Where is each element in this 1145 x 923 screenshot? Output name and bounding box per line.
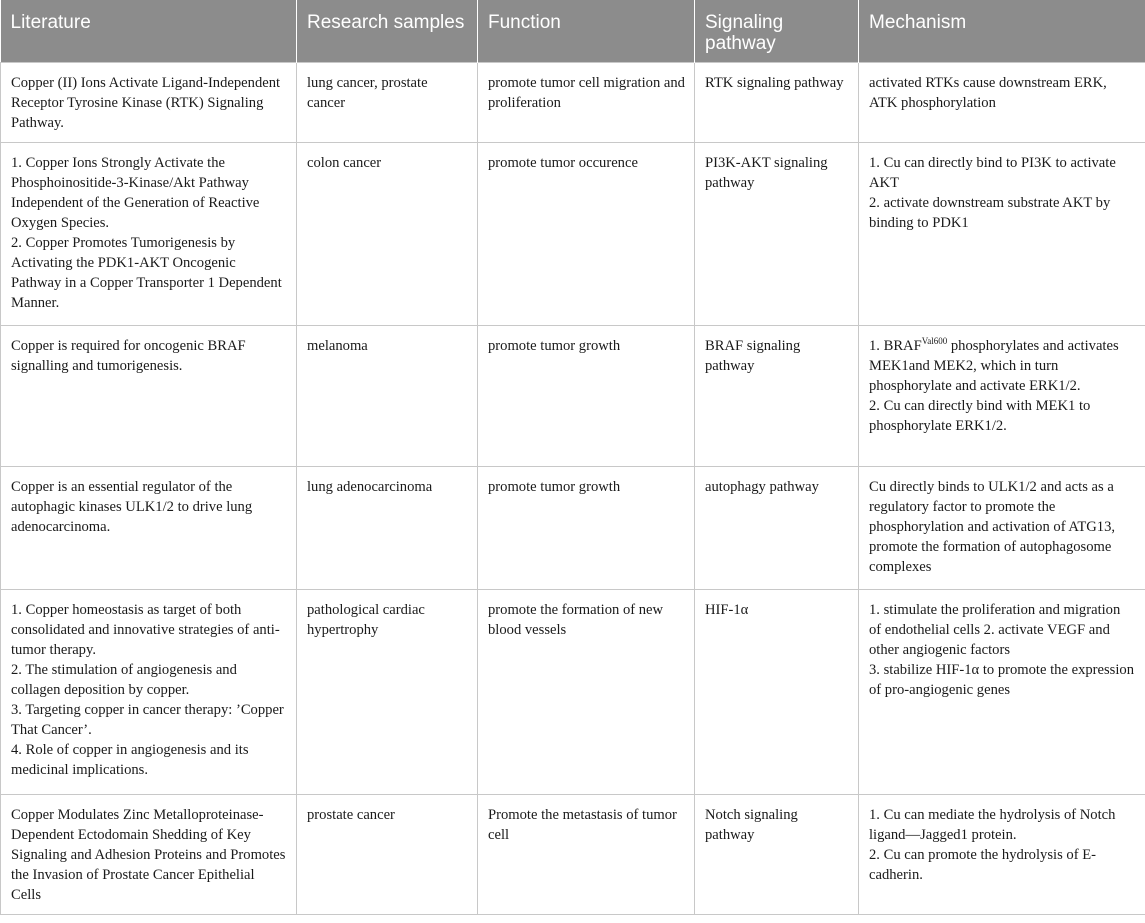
cell-mechanism: [859, 467, 1145, 590]
literature-item: 2. Copper Promotes Tumorigenesis by Activating the PDK1-AKT Oncogenic Pathway in a Copper Transporter 1 Dependent Manner.: [11, 235, 282, 311]
cell-literature: [1, 326, 297, 467]
mechanism-suffix: phosphorylates and activates MEK1and MEK2, which in turn phosphorylate and activate ERK1/2.: [869, 338, 1119, 394]
header-function: Function: [478, 0, 695, 63]
cell-literature: [1, 143, 297, 326]
mechanism-item: 2. Cu can directly bind with MEK1 to phosphorylate ERK1/2.: [869, 398, 1091, 434]
mechanism-item: 2. Cu can promote the hydrolysis of E-cadherin.: [869, 847, 1096, 883]
mechanism-item: 3. stabilize HIF-1α to promote the expression of pro-angiogenic genes: [869, 662, 1135, 698]
literature-item: 4. Role of copper in angiogenesis and its medicinal implications.: [11, 742, 249, 778]
mechanism-item: 1. Cu can mediate the hydrolysis of Notch ligand—Jagged1 protein.: [869, 807, 1116, 843]
literature-item: 3. Targeting copper in cancer therapy: ’Copper That Cancer’.: [11, 702, 284, 738]
mechanism-superscript: Val600: [921, 336, 948, 347]
mechanism-item: Cu directly binds to ULK1/2 and acts as a regulatory factor to promote the phosphorylation and activation of ATG13, promote the formation of autophagosome complexes: [869, 479, 1116, 575]
cell-samples: lung cancer, prostate cancer: [297, 63, 478, 143]
table-row: [1, 63, 1145, 143]
literature-item: 2. The stimulation of angiogenesis and collagen deposition by copper.: [11, 662, 237, 698]
table-row: [1, 326, 1145, 467]
header-research-samples: Research samples: [297, 0, 478, 63]
cell-function: promote tumor growth: [478, 467, 695, 590]
literature-item: Copper is required for oncogenic BRAF signalling and tumorigenesis.: [11, 338, 246, 374]
mechanism-item: activated RTKs cause downstream ERK, ATK phosphorylation: [869, 75, 1107, 111]
cell-function: promote tumor growth: [478, 326, 695, 467]
cell-mechanism: [859, 63, 1145, 143]
cell-literature: [1, 467, 297, 590]
cell-mechanism: [859, 143, 1145, 326]
literature-item: Copper Modulates Zinc Metalloproteinase-Dependent Ectodomain Shedding of Key Signaling and Adhesion Proteins and Promotes the Invasion of Prostate Cancer Epithelial Cells: [11, 807, 286, 903]
cell-function: Promote the metastasis of tumor cell: [478, 795, 695, 915]
cell-pathway: Notch signaling pathway: [695, 795, 859, 915]
cell-pathway: PI3K-AKT signaling pathway: [695, 143, 859, 326]
cell-samples: prostate cancer: [297, 795, 478, 915]
header-mechanism: Mechanism: [859, 0, 1145, 63]
header-row: [1, 0, 1145, 63]
literature-item: Copper is an essential regulator of the autophagic kinases ULK1/2 to drive lung adenocarcinoma.: [11, 479, 253, 535]
mechanism-item: 1. Cu can directly bind to PI3K to activate AKT: [869, 155, 1116, 191]
mechanism-item: 1. stimulate the proliferation and migration of endothelial cells 2. activate VEGF and other angiogenic factors: [869, 602, 1121, 658]
cell-mechanism: [859, 326, 1145, 467]
cell-function: promote tumor cell migration and proliferation: [478, 63, 695, 143]
cell-samples: lung adenocarcinoma: [297, 467, 478, 590]
header-signaling-pathway: Signaling pathway: [695, 0, 859, 63]
literature-item: Copper (II) Ions Activate Ligand-Independent Receptor Tyrosine Kinase (RTK) Signaling Pathway.: [11, 75, 281, 131]
literature-item: 1. Copper homeostasis as target of both consolidated and innovative strategies of anti-tumor therapy.: [11, 602, 280, 658]
header-literature: Literature: [1, 0, 297, 63]
cell-samples: colon cancer: [297, 143, 478, 326]
cell-literature: [1, 590, 297, 795]
cell-function: promote the formation of new blood vessels: [478, 590, 695, 795]
cell-mechanism: [859, 795, 1145, 915]
cell-function: promote tumor occurence: [478, 143, 695, 326]
mechanism-item: [869, 336, 1136, 396]
mechanism-prefix: 1. BRAF: [869, 338, 922, 354]
cell-mechanism: [859, 590, 1145, 795]
table-row: [1, 795, 1145, 915]
cell-samples: pathological cardiac hypertrophy: [297, 590, 478, 795]
literature-item: 1. Copper Ions Strongly Activate the Phosphoinositide-3-Kinase/Akt Pathway Independent of the Generation of Reactive Oxygen Species.: [11, 155, 260, 231]
cell-samples: melanoma: [297, 326, 478, 467]
table-row: [1, 143, 1145, 326]
cell-pathway: autophagy pathway: [695, 467, 859, 590]
cell-pathway: BRAF signaling pathway: [695, 326, 859, 467]
cell-pathway: HIF-1α: [695, 590, 859, 795]
cell-literature: [1, 63, 297, 143]
cell-pathway: RTK signaling pathway: [695, 63, 859, 143]
cell-literature: [1, 795, 297, 915]
mechanism-item: 2. activate downstream substrate AKT by binding to PDK1: [869, 195, 1111, 231]
table-row: [1, 590, 1145, 795]
table-row: [1, 467, 1145, 590]
